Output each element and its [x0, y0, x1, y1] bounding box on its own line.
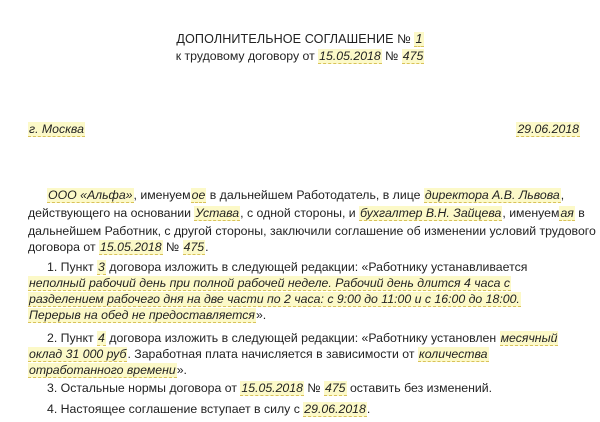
p1-line-4 [28, 308, 266, 323]
p1-text: ». [255, 308, 267, 322]
p1-line-2 [28, 276, 511, 291]
p4-date: 29.06.2018 [304, 402, 366, 416]
p2-text: . Заработная плата начисляется в зависимости от [127, 347, 415, 361]
ending-aya: ая [560, 206, 574, 220]
p4-line-1 [47, 402, 370, 417]
p3-line-1 [47, 381, 492, 396]
city-line [28, 122, 85, 137]
p1-condition-2: разделением рабочего дня на две части по 2 часа: с 9:00 до 11:00 и с 16:00 до 18:00. [29, 292, 520, 306]
p2-text: ». [176, 363, 187, 377]
p2-monthly: месячный [500, 331, 558, 345]
p1-condition-1: неполный рабочий день при полной рабочей неделе. Рабочий день длится 4 часа с [29, 276, 511, 290]
preamble-line-4 [28, 240, 209, 255]
p3-text: 3. Остальные нормы договора от [47, 381, 237, 395]
p1-text: 1. Пункт [47, 260, 94, 274]
preamble-text: в дальнейшем Работодатель, в лице [206, 188, 421, 202]
document-date: 29.06.2018 [517, 122, 579, 136]
p1-condition-3: Перерыв на обед не предоставляется [29, 308, 255, 322]
p2-worked-time: отработанного времени [29, 363, 176, 377]
p1-line-3 [28, 292, 521, 307]
p3-number: 475 [324, 381, 346, 395]
p1-text: договора изложить в следующей редакции: «Работнику устанавливается [109, 260, 528, 274]
subtitle-date: 15.05.2018 [319, 49, 381, 63]
p2-quantity: количества [418, 347, 488, 361]
p2-line-1 [47, 331, 558, 346]
preamble-text: , именуем [133, 188, 191, 202]
subtitle-number: 475 [402, 49, 424, 63]
preamble-text: договора от [28, 240, 96, 254]
city: г. Москва [29, 122, 84, 136]
preamble-text: в [574, 206, 585, 220]
director-name: директора А.В. Львова [424, 188, 560, 202]
contract-number: 475 [183, 240, 205, 254]
p1-point: 3 [98, 260, 105, 274]
p2-salary: оклад 31 000 руб [29, 347, 127, 361]
preamble-text: действующего на основании [28, 206, 192, 220]
preamble-line-2 [28, 206, 585, 221]
date-line [516, 122, 580, 137]
accountant-name: бухгалтер В.Н. Зайцева [360, 206, 502, 220]
subtitle-no-sign: № [385, 49, 399, 63]
p3-date: 15.05.2018 [241, 381, 303, 395]
p4-text: 4. Настоящее соглашение вступает в силу с [47, 402, 300, 416]
preamble-line-3 [28, 224, 596, 239]
p2-line-3 [28, 363, 187, 378]
preamble-line-1 [47, 188, 564, 203]
charter: Устава [195, 206, 240, 220]
preamble-text: , именуем [502, 206, 560, 220]
preamble-text: . [205, 240, 209, 254]
company-name: ООО «Альфа» [48, 188, 133, 202]
document-subtitle [0, 49, 600, 64]
preamble-text: дальнейшем Работник, с другой стороны, заключили соглашение об изменении условий трудового [28, 224, 596, 238]
p2-point: 4 [98, 331, 105, 345]
title-number: 1 [415, 32, 423, 46]
p3-text: № [307, 381, 321, 395]
preamble-text: , [560, 188, 565, 202]
title-text: ДОПОЛНИТЕЛЬНОЕ СОГЛАШЕНИЕ № [176, 32, 411, 46]
document-title [0, 32, 600, 47]
subtitle-text: к трудовому договору от [175, 49, 315, 63]
preamble-text: № [166, 240, 180, 254]
preamble-text: , с одной стороны, и [240, 206, 356, 220]
p2-line-2 [28, 347, 489, 362]
contract-date: 15.05.2018 [100, 240, 162, 254]
p1-line-1 [47, 260, 527, 275]
p2-text: 2. Пункт [47, 331, 94, 345]
p4-text: . [366, 402, 371, 416]
p3-text: оставить без изменений. [349, 381, 493, 395]
p2-text: договора изложить в следующей редакции: «Работнику установлен [109, 331, 497, 345]
ending-oe: ое [191, 188, 206, 202]
